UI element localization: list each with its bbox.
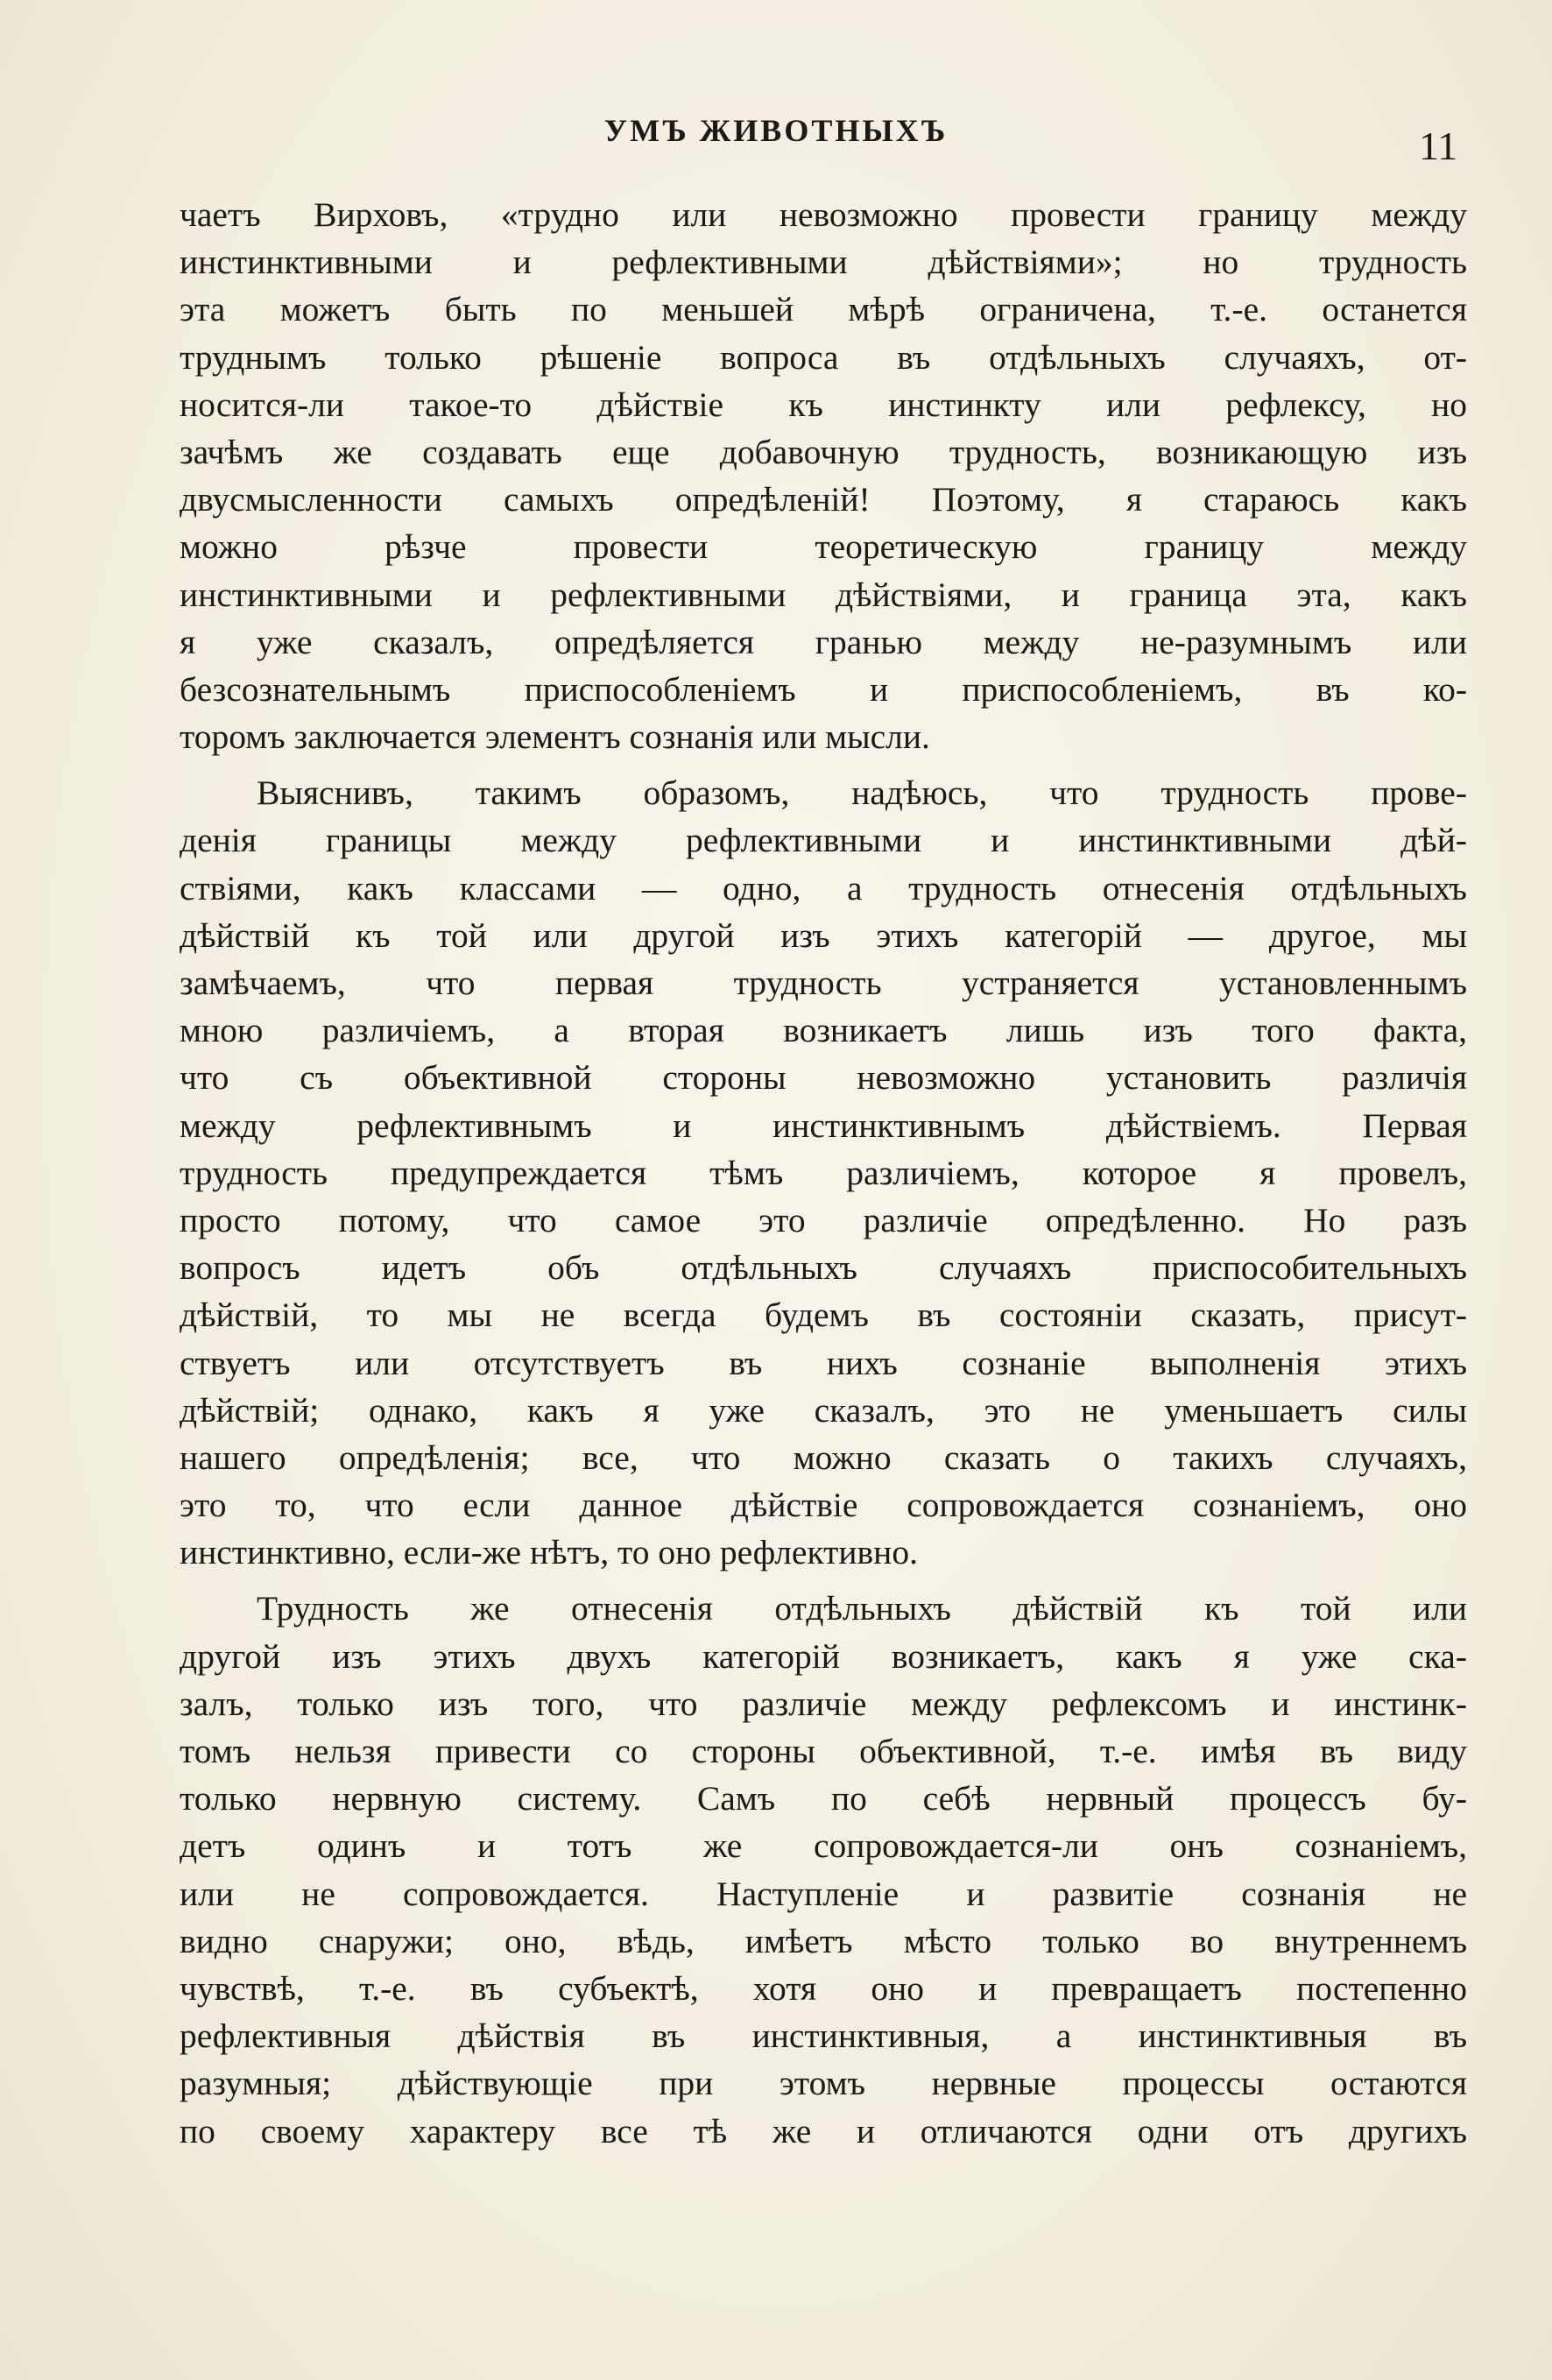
text-line: зачѣмъ же создавать еще добавочную трудность, возникающую изъ bbox=[180, 432, 1467, 471]
body-text bbox=[180, 191, 1467, 2155]
text-line: ствуетъ или отсутствуетъ въ нихъ сознаніе выполненія этихъ bbox=[180, 1343, 1467, 1382]
text-line: залъ, только изъ того, что различіе между рефлексомъ и инстинк- bbox=[180, 1684, 1467, 1723]
text-line: рефлективныя дѣйствія въ инстинктивныя, а инстинктивныя въ bbox=[180, 2016, 1467, 2056]
text-line: труднымъ только рѣшеніе вопроса въ отдѣльныхъ случаяхъ, от- bbox=[180, 337, 1467, 377]
text-line: дѣйствій; однако, какъ я уже сказалъ, это не уменьшаетъ силы bbox=[180, 1390, 1467, 1430]
text-line: или не сопровождается. Наступленіе и развитіе сознанія не bbox=[180, 1874, 1467, 1913]
text-line: видно снаружи; оно, вѣдь, имѣетъ мѣсто только во внутреннемъ bbox=[180, 1921, 1467, 1960]
text-line: дѣйствій къ той или другой изъ этихъ категорій — другое, мы bbox=[180, 915, 1467, 955]
text-line: можно рѣзче провести теоретическую границу между bbox=[180, 527, 1467, 567]
text-line: нашего опредѣленія; все, что можно сказать о такихъ случаяхъ, bbox=[180, 1437, 1467, 1477]
text-line: трудность предупреждается тѣмъ различіемъ, которое я провелъ, bbox=[180, 1153, 1467, 1192]
paragraph bbox=[180, 1585, 1467, 2154]
paragraph bbox=[180, 191, 1467, 760]
text-line: инстинктивными и рефлективными дѣйствіями, и граница эта, какъ bbox=[180, 575, 1467, 614]
text-line: безсознательнымъ приспособленіемъ и приспособленіемъ, въ ко- bbox=[180, 669, 1467, 709]
text-line: инстинктивно, если-же нѣтъ, то оно рефлективно. bbox=[180, 1533, 918, 1572]
text-line: инстинктивными и рефлективными дѣйствіями»; но трудность bbox=[180, 243, 1467, 282]
text-line: эта можетъ быть по меньшей мѣрѣ ограничена, т.-е. останется bbox=[180, 290, 1467, 329]
text-line: я уже сказалъ, опредѣляется гранью между не-разумнымъ или bbox=[180, 622, 1467, 661]
text-line: носится-ли такое-то дѣйствіе къ инстинкту или рефлексу, но bbox=[180, 385, 1467, 424]
text-line: томъ нельзя привести со стороны объективной, т.-е. имѣя въ виду bbox=[180, 1732, 1467, 1770]
paragraph bbox=[180, 769, 1467, 1576]
text-line: двусмысленности самыхъ опредѣленій! Поэтому, я стараюсь какъ bbox=[180, 480, 1467, 519]
text-line: что съ объективной стороны невозможно установить различія bbox=[180, 1058, 1467, 1098]
text-line: дѣйствій, то мы не всегда будемъ въ состояніи сказать, присут- bbox=[180, 1296, 1467, 1335]
text-line: чувствѣ, т.-е. въ субъектѣ, хотя оно и превращаетъ постепенно bbox=[180, 1968, 1467, 2008]
text-line: замѣчаемъ, что первая трудность устраняется установленнымъ bbox=[180, 964, 1467, 1002]
text-line: Выяснивъ, такимъ образомъ, надѣюсь, что трудность прове- bbox=[257, 773, 1467, 813]
text-line: чаетъ Вирховъ, «трудно или невозможно провести границу между bbox=[180, 195, 1467, 234]
text-line: просто потому, что самое это различіе опредѣленно. Но разъ bbox=[180, 1200, 1467, 1239]
text-line: другой изъ этихъ двухъ категорій возникаетъ, какъ я уже ска- bbox=[180, 1636, 1467, 1676]
text-line: вопросъ идетъ объ отдѣльныхъ случаяхъ приспособительныхъ bbox=[180, 1248, 1467, 1288]
running-head: УМЪ ЖИВОТНЫХЪ bbox=[603, 113, 949, 148]
text-line: между рефлективнымъ и инстинктивнымъ дѣйствіемъ. Первая bbox=[180, 1105, 1467, 1145]
text-line: это то, что если данное дѣйствіе сопровождается сознаніемъ, оно bbox=[180, 1486, 1467, 1525]
text-line: мною различіемъ, а вторая возникаетъ лишь изъ того факта, bbox=[180, 1011, 1467, 1050]
text-line: детъ одинъ и тотъ же сопровождается-ли онъ сознаніемъ, bbox=[180, 1826, 1467, 1866]
text-line: только нервную систему. Самъ по себѣ нервный процессъ бу- bbox=[180, 1779, 1467, 1819]
page-number: 11 bbox=[1419, 124, 1458, 168]
text-line: денія границы между рефлективными и инстинктивными дѣй- bbox=[180, 821, 1467, 860]
text-line: ствіями, какъ классами — одно, а трудность отнесенія отдѣльныхъ bbox=[180, 868, 1467, 908]
text-line: Трудность же отнесенія отдѣльныхъ дѣйствій къ той или bbox=[257, 1589, 1467, 1628]
text-line: торомъ заключается элементъ сознанія или мысли. bbox=[180, 717, 930, 757]
text-line: разумныя; дѣйствующіе при этомъ нервные процессы остаются bbox=[180, 2064, 1467, 2103]
text-line: по своему характеру все тѣ же и отличаются одни отъ другихъ bbox=[180, 2111, 1467, 2150]
